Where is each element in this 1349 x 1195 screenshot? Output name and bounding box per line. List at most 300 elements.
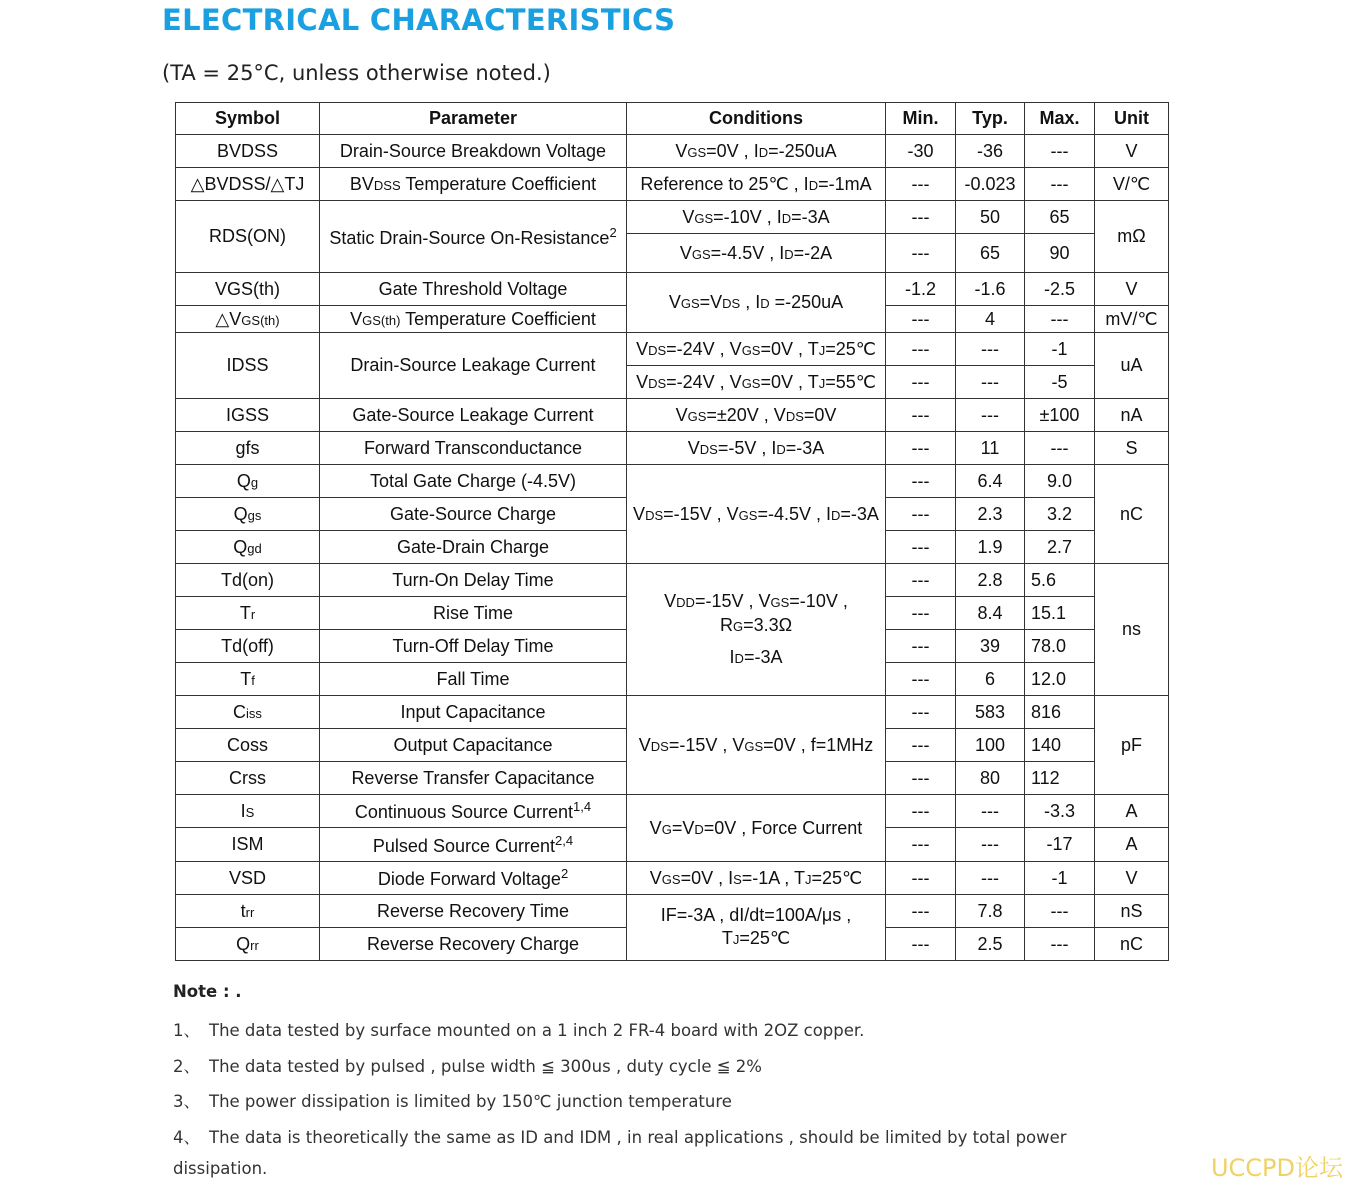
typ-cell: -36 [956,135,1025,168]
parameter-cell: Drain-Source Breakdown Voltage [320,135,627,168]
cond-text: =-3A [743,646,783,667]
cond-subscript: J [804,871,812,887]
cond-text: =-1mA [818,173,872,194]
symbol-cell [176,696,320,729]
max-cell: 90 [1025,234,1095,273]
cond-line [629,646,883,670]
max-cell: 12.0 [1025,663,1095,696]
cond-text: =-3A [785,437,825,458]
notes-title: Note : . [173,982,242,1001]
max-cell: 2.7 [1025,531,1095,564]
min-cell: --- [886,663,956,696]
table-row [176,201,1169,234]
conditions-cell [627,795,886,862]
symbol-text: Q [236,933,251,954]
table-row [176,795,1169,828]
symbol-cell [176,895,320,928]
parameter-cell [320,168,627,201]
unit-cell: nC [1095,928,1169,961]
cond-line: IF=-3A , dI/dt=100A/μs , [660,905,852,925]
unit-cell: V/℃ [1095,168,1169,201]
symbol-text: △V [215,308,242,329]
unit-cell: A [1095,828,1169,862]
cond-subscript: D [758,144,769,160]
symbol-subscript: rr [250,937,259,953]
cond-text: =0V , f=1MHz [763,734,874,755]
note-number: 4、 [173,1127,200,1147]
cond-subscript: DS [699,441,718,457]
cond-text: R [719,614,733,635]
table-row [176,696,1169,729]
parameter-cell: Gate-Source Charge [320,498,627,531]
cond-text: =-250uA [768,140,837,161]
parameter-cell [320,862,627,895]
param-text: Pulsed Source Current [372,835,555,856]
min-cell: --- [886,366,956,399]
min-cell: --- [886,168,956,201]
symbol-subscript: g [250,474,259,490]
symbol-cell [176,498,320,531]
min-cell: --- [886,432,956,465]
cond-text: =-15V , V [663,503,739,524]
unit-cell: V [1095,862,1169,895]
parameter-cell: Fall Time [320,663,627,696]
cond-subscript: G [732,618,744,634]
parameter-cell [320,201,627,273]
symbol-cell [176,597,320,630]
max-cell: 9.0 [1025,465,1095,498]
conditions-cell [627,234,886,273]
cond-subscript: D [781,210,792,226]
max-cell: 3.2 [1025,498,1095,531]
symbol-text: C [233,701,247,722]
symbol-cell: RDS(ON) [176,201,320,273]
typ-cell: 100 [956,729,1025,762]
typ-cell: 8.4 [956,597,1025,630]
max-cell: 15.1 [1025,597,1095,630]
symbol-subscript: GS(th) [241,312,280,328]
cond-subscript: D [776,441,786,457]
cond-subscript: GS [687,144,707,160]
typ-cell: 11 [956,432,1025,465]
symbol-cell: Td(on) [176,564,320,597]
cond-subscript: GS [741,342,761,358]
cond-text: V [636,338,649,359]
cond-line [629,590,883,614]
cond-line [629,927,883,951]
max-cell: -3.3 [1025,795,1095,828]
page-subtitle: (TA = 25°C, unless otherwise noted.) [162,61,551,85]
cond-text: V [649,867,662,888]
symbol-text: Q [233,536,248,557]
cond-subscript: GS [680,296,700,311]
max-cell: -17 [1025,828,1095,862]
note-item [173,1017,1067,1053]
conditions-cell [627,135,886,168]
min-cell: --- [886,862,956,895]
conditions-cell [627,432,886,465]
symbol-cell: BVDSS [176,135,320,168]
parameter-cell: Gate-Drain Charge [320,531,627,564]
cond-text: =-3A [840,503,879,524]
symbol-cell: ISM [176,828,320,862]
max-cell: 140 [1025,729,1095,762]
footnote-ref: 1,4 [573,799,592,814]
header-symbol: Symbol [176,103,320,135]
cond-text: =-3A [791,206,830,227]
note-item-continuation [173,1159,1067,1195]
cond-text: =25℃ [811,867,863,888]
param-text: Continuous Source Current [354,802,574,822]
max-cell: 112 [1025,762,1095,795]
table-row [176,399,1169,432]
cond-text: I [729,646,735,667]
max-cell: --- [1025,168,1095,201]
cond-subscript: S [733,871,742,887]
max-cell: 5.6 [1025,564,1095,597]
cond-text: =0V , T [760,338,819,359]
max-cell: -2.5 [1025,273,1095,306]
footnote-ref: 2 [609,224,617,240]
table-row [176,564,1169,597]
cond-text: =-24V , V [666,371,742,392]
parameter-cell [320,795,627,828]
symbol-subscript: r [250,606,256,622]
min-cell: --- [886,795,956,828]
cond-subscript: GS [770,594,790,610]
symbol-text: Q [236,470,251,491]
cond-text: =0V , Force Current [703,817,863,838]
conditions-cell [627,366,886,399]
cond-subscript: GS [741,375,761,391]
min-cell: --- [886,333,956,366]
parameter-cell: Turn-On Delay Time [320,564,627,597]
symbol-cell [176,663,320,696]
max-cell: --- [1025,135,1095,168]
parameter-cell: Forward Transconductance [320,432,627,465]
typ-cell: 583 [956,696,1025,729]
page-title: ELECTRICAL CHARACTERISTICS [162,3,676,37]
note-number: 3、 [173,1092,200,1111]
cond-subscript: DS [722,296,741,311]
cond-text: =-2A [793,242,833,263]
max-cell: 816 [1025,696,1095,729]
unit-cell: ns [1095,564,1169,696]
typ-cell: 6 [956,663,1025,696]
cond-subscript: J [818,342,826,358]
cond-text: =-15V , V [694,590,771,611]
cond-subscript: J [732,932,740,947]
typ-cell: 39 [956,630,1025,663]
cond-text: V [682,206,695,227]
parameter-cell: Drain-Source Leakage Current [320,333,627,399]
cond-text: =-10V , I [713,206,782,227]
cond-subscript: DS [648,375,667,391]
typ-cell: 7.8 [956,895,1025,928]
symbol-text: T [240,668,252,689]
header-min: Min. [886,103,956,135]
table-row [176,432,1169,465]
cond-subscript: DS [785,408,804,424]
min-cell: --- [886,696,956,729]
typ-cell: 6.4 [956,465,1025,498]
min-cell: --- [886,597,956,630]
min-cell: --- [886,465,956,498]
parameter-cell: Input Capacitance [320,696,627,729]
max-cell: --- [1025,928,1095,961]
unit-cell: uA [1095,333,1169,399]
cond-subscript: GS [687,408,707,424]
header-parameter: Parameter [320,103,627,135]
symbol-subscript: rr [245,904,255,920]
unit-cell: V [1095,273,1169,306]
cond-text: V [675,404,688,425]
unit-cell: mΩ [1095,201,1169,273]
cond-text: =-4.5V , I [757,503,832,524]
cond-subscript: J [818,375,826,391]
cond-text: =-250uA [769,292,844,312]
cond-subscript: GS [661,871,681,887]
parameter-cell: Reverse Transfer Capacitance [320,762,627,795]
cond-text: =V [671,817,695,838]
cond-text: =25℃ [825,338,876,359]
cond-subscript: D [808,177,819,193]
symbol-cell: IDSS [176,333,320,399]
conditions-cell [627,564,886,696]
cond-subscript: DS [648,342,667,358]
note-text: The data tested by surface mounted on a 1 inch 2 FR-4 board with 2OZ copper. [209,1021,865,1040]
unit-cell: pF [1095,696,1169,795]
cond-text: =0V , T [760,371,819,392]
symbol-text: Q [233,503,248,524]
cond-text: =-15V , V [668,734,745,755]
symbol-subscript: f [251,672,255,688]
min-cell: --- [886,306,956,333]
symbol-subscript: gs [247,507,262,523]
parameter-cell [320,828,627,862]
table-row [176,168,1169,201]
symbol-subscript: S [245,804,255,820]
cond-text: =0V [803,404,837,425]
min-cell: --- [886,234,956,273]
unit-cell: nC [1095,465,1169,564]
symbol-subscript: gd [247,540,262,556]
typ-cell: --- [956,333,1025,366]
min-cell: --- [886,498,956,531]
min-cell: -30 [886,135,956,168]
param-subscript: GS(th) [362,312,401,328]
note-text: The data is theoretically the same as ID and IDM , in real applications , should be limited by total power [209,1127,1067,1147]
conditions-cell [627,465,886,564]
cond-subscript: DD [676,594,695,610]
cond-subscript: DS [650,738,669,754]
cond-text: =-4.5V , I [710,242,785,263]
unit-cell: A [1095,795,1169,828]
cond-subscript: D [760,296,770,311]
cond-subscript: GS [691,246,711,262]
cond-text: V [675,140,688,161]
conditions-cell [627,333,886,366]
min-cell: --- [886,928,956,961]
min-cell: --- [886,828,956,862]
note-text: The power dissipation is limited by 150℃ junction temperature [209,1092,732,1111]
cond-text: Reference to 25℃ , I [640,173,809,194]
typ-cell: --- [956,862,1025,895]
symbol-cell [176,795,320,828]
header-max: Max. [1025,103,1095,135]
min-cell: --- [886,201,956,234]
watermark-logo: UCCPD论坛 [1210,1154,1343,1182]
max-cell: -1 [1025,333,1095,366]
param-subscript: DSS [373,177,401,193]
cond-text: =-1A , T [741,867,805,888]
conditions-cell [627,895,886,961]
conditions-cell [627,273,886,333]
typ-cell: 65 [956,234,1025,273]
cond-text: =3.3Ω [743,614,793,635]
typ-cell: 50 [956,201,1025,234]
note-number: 1、 [173,1021,200,1040]
cond-text: =-10V , [789,590,848,611]
min-cell: --- [886,399,956,432]
parameter-cell: Output Capacitance [320,729,627,762]
cond-text: =V [699,292,723,312]
parameter-cell: Turn-Off Delay Time [320,630,627,663]
conditions-cell [627,399,886,432]
cond-line [629,614,883,638]
parameter-cell: Total Gate Charge (-4.5V) [320,465,627,498]
param-text: Temperature Coefficient [400,308,596,329]
symbol-cell: △BVDSS/△TJ [176,168,320,201]
electrical-characteristics-table [175,102,1169,961]
symbol-cell [176,928,320,961]
min-cell: --- [886,895,956,928]
typ-cell: --- [956,399,1025,432]
cond-text: V [679,242,692,263]
header-conditions: Conditions [627,103,886,135]
note-item [173,1124,1067,1160]
symbol-cell: gfs [176,432,320,465]
cond-text: V [636,371,649,392]
min-cell: --- [886,762,956,795]
note-item [173,1088,1067,1124]
symbol-cell: VSD [176,862,320,895]
cond-subscript: GS [694,210,714,226]
max-cell: --- [1025,306,1095,333]
cond-text: T [721,928,733,948]
parameter-cell [320,306,627,333]
unit-cell: mV/℃ [1095,306,1169,333]
cond-text: V [668,292,681,312]
table-row [176,895,1169,928]
parameter-cell: Rise Time [320,597,627,630]
cond-subscript: D [831,507,841,523]
max-cell: 65 [1025,201,1095,234]
max-cell: --- [1025,432,1095,465]
symbol-cell [176,306,320,333]
cond-text: =55℃ [825,371,876,392]
cond-subscript: D [784,246,794,262]
header-unit: Unit [1095,103,1169,135]
conditions-cell [627,862,886,895]
max-cell: -1 [1025,862,1095,895]
notes-section [173,982,1067,1195]
parameter-cell: Gate-Source Leakage Current [320,399,627,432]
cond-subscript: GS [738,507,758,523]
unit-cell: V [1095,135,1169,168]
typ-cell: 80 [956,762,1025,795]
symbol-cell: Coss [176,729,320,762]
param-text: BV [349,173,374,194]
max-cell: --- [1025,895,1095,928]
cond-subscript: DS [645,507,664,523]
symbol-text: t [240,900,246,921]
note-text: dissipation. [173,1159,268,1178]
cond-subscript: G [661,821,672,837]
typ-cell: --- [956,828,1025,862]
footnote-ref: 2 [560,866,569,881]
cond-text: =0V , I [680,867,734,888]
max-cell: 78.0 [1025,630,1095,663]
cond-subscript: D [734,650,744,666]
symbol-cell [176,531,320,564]
min-cell: -1.2 [886,273,956,306]
conditions-cell [627,168,886,201]
symbol-cell [176,465,320,498]
note-item [173,1053,1067,1089]
table-header-row [176,103,1169,135]
note-text: The data tested by pulsed , pulse width ≦ 300us , duty cycle ≦ 2% [209,1056,762,1076]
cond-text: =±20V , V [706,404,786,425]
unit-cell: nA [1095,399,1169,432]
parameter-cell: Reverse Recovery Charge [320,928,627,961]
conditions-cell [627,201,886,234]
symbol-text: T [239,602,251,623]
typ-cell: --- [956,366,1025,399]
table-row [176,862,1169,895]
conditions-cell [627,696,886,795]
cond-text: V [687,437,700,458]
cond-text: =25℃ [739,928,791,948]
cond-text: V [664,590,677,611]
cond-text: V [649,817,662,838]
typ-cell: -1.6 [956,273,1025,306]
cond-text: =0V , I [706,140,759,161]
typ-cell: 2.3 [956,498,1025,531]
min-cell: --- [886,531,956,564]
cond-text: , I [740,292,761,312]
table-row [176,465,1169,498]
param-text: Static Drain-Source On-Resistance [329,227,610,248]
unit-cell: S [1095,432,1169,465]
table-row [176,333,1169,366]
header-typ: Typ. [956,103,1025,135]
symbol-cell: Crss [176,762,320,795]
parameter-cell: Gate Threshold Voltage [320,273,627,306]
cond-subscript: D [694,821,704,837]
max-cell: ±100 [1025,399,1095,432]
typ-cell: 1.9 [956,531,1025,564]
parameter-cell: Reverse Recovery Time [320,895,627,928]
param-text: V [350,308,363,329]
cond-text: =-24V , V [666,338,742,359]
param-text: Diode Forward Voltage [377,869,561,889]
min-cell: --- [886,729,956,762]
unit-cell: nS [1095,895,1169,928]
cond-text: V [633,503,646,524]
max-cell: -5 [1025,366,1095,399]
cond-subscript: GS [744,738,764,754]
